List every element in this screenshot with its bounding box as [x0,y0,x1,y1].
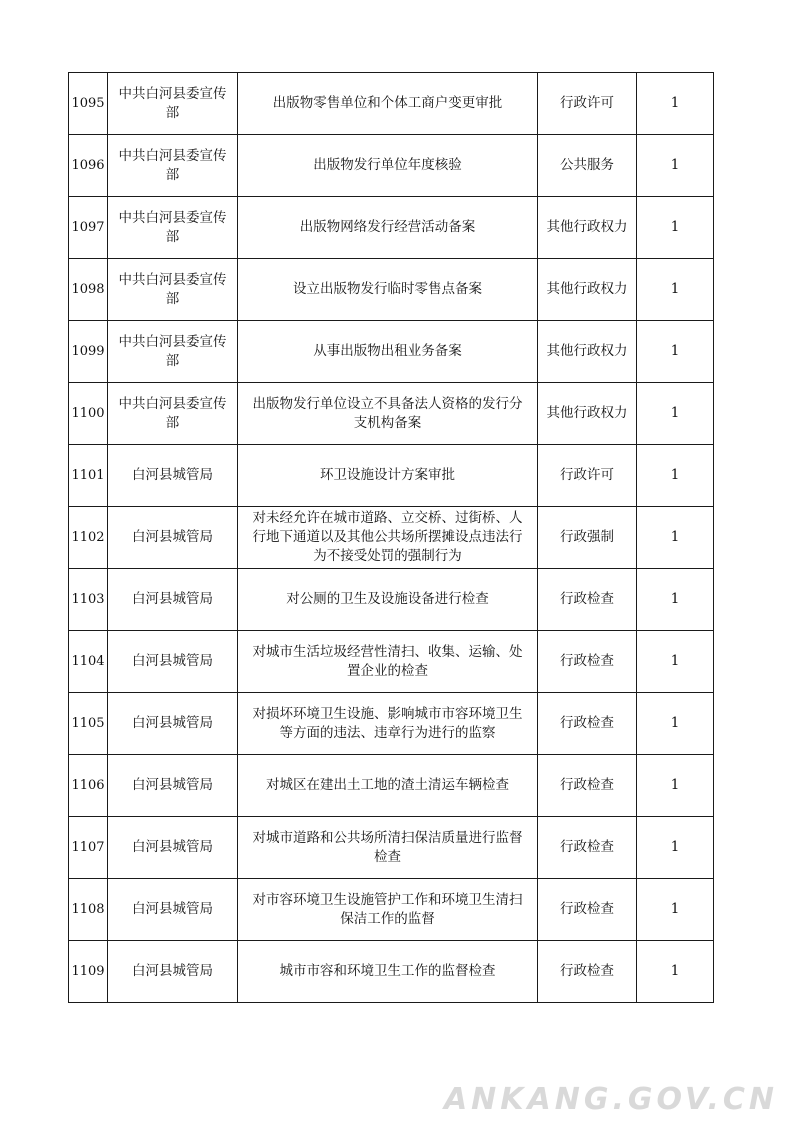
count-cell: 1 [637,259,714,321]
department-cell: 中共白河县委宣传部 [108,73,238,135]
row-number: 1097 [69,197,108,259]
item-name-cell: 出版物零售单位和个体工商户变更审批 [238,73,538,135]
power-type-cell: 其他行政权力 [538,321,637,383]
table-row [69,569,714,631]
department-cell: 中共白河县委宣传部 [108,383,238,445]
table-row [69,693,714,755]
power-type-cell: 其他行政权力 [538,197,637,259]
count-cell: 1 [637,321,714,383]
table-row [69,383,714,445]
table-row [69,941,714,1003]
row-number: 1096 [69,135,108,197]
item-name-cell: 对市容环境卫生设施管护工作和环境卫生清扫保洁工作的监督 [238,879,538,941]
item-name-cell: 环卫设施设计方案审批 [238,445,538,507]
department-cell: 中共白河县委宣传部 [108,197,238,259]
row-number: 1095 [69,73,108,135]
table-row [69,631,714,693]
table-row [69,259,714,321]
table-row [69,817,714,879]
power-type-cell: 公共服务 [538,135,637,197]
item-name-cell: 对公厕的卫生及设施设备进行检查 [238,569,538,631]
row-number: 1104 [69,631,108,693]
row-number: 1105 [69,693,108,755]
item-name-cell: 出版物网络发行经营活动备案 [238,197,538,259]
row-number: 1098 [69,259,108,321]
department-cell: 白河县城管局 [108,631,238,693]
table-row [69,879,714,941]
department-cell: 白河县城管局 [108,507,238,569]
site-watermark: ANKANG.GOV.CN [443,1082,778,1117]
row-number: 1108 [69,879,108,941]
count-cell: 1 [637,631,714,693]
item-name-cell: 对未经允许在城市道路、立交桥、过街桥、人行地下通道以及其他公共场所摆摊设点违法行为不接受处罚的强制行为 [238,507,538,569]
item-name-cell: 城市市容和环境卫生工作的监督检查 [238,941,538,1003]
power-type-cell: 行政许可 [538,73,637,135]
row-number: 1100 [69,383,108,445]
count-cell: 1 [637,879,714,941]
power-type-cell: 其他行政权力 [538,383,637,445]
power-list-table [68,72,714,1003]
power-type-cell: 其他行政权力 [538,259,637,321]
row-number: 1101 [69,445,108,507]
department-cell: 中共白河县委宣传部 [108,135,238,197]
department-cell: 中共白河县委宣传部 [108,321,238,383]
department-cell: 白河县城管局 [108,693,238,755]
department-cell: 白河县城管局 [108,755,238,817]
count-cell: 1 [637,817,714,879]
department-cell: 中共白河县委宣传部 [108,259,238,321]
power-type-cell: 行政检查 [538,631,637,693]
table-row [69,197,714,259]
count-cell: 1 [637,73,714,135]
count-cell: 1 [637,941,714,1003]
item-name-cell: 对城区在建出土工地的渣土清运车辆检查 [238,755,538,817]
table-row [69,135,714,197]
table-row [69,507,714,569]
power-type-cell: 行政检查 [538,693,637,755]
item-name-cell: 对损坏环境卫生设施、影响城市市容环境卫生等方面的违法、违章行为进行的监察 [238,693,538,755]
item-name-cell: 出版物发行单位年度核验 [238,135,538,197]
department-cell: 白河县城管局 [108,569,238,631]
item-name-cell: 对城市道路和公共场所清扫保洁质量进行监督检查 [238,817,538,879]
count-cell: 1 [637,507,714,569]
count-cell: 1 [637,693,714,755]
item-name-cell: 出版物发行单位设立不具备法人资格的发行分支机构备案 [238,383,538,445]
count-cell: 1 [637,755,714,817]
item-name-cell: 从事出版物出租业务备案 [238,321,538,383]
power-type-cell: 行政检查 [538,817,637,879]
department-cell: 白河县城管局 [108,445,238,507]
department-cell: 白河县城管局 [108,817,238,879]
row-number: 1099 [69,321,108,383]
power-type-cell: 行政检查 [538,941,637,1003]
count-cell: 1 [637,135,714,197]
count-cell: 1 [637,383,714,445]
power-type-cell: 行政检查 [538,879,637,941]
item-name-cell: 对城市生活垃圾经营性清扫、收集、运输、处置企业的检查 [238,631,538,693]
count-cell: 1 [637,569,714,631]
row-number: 1102 [69,507,108,569]
power-type-cell: 行政强制 [538,507,637,569]
table-row [69,73,714,135]
table-row [69,445,714,507]
row-number: 1109 [69,941,108,1003]
count-cell: 1 [637,197,714,259]
power-type-cell: 行政检查 [538,569,637,631]
row-number: 1106 [69,755,108,817]
department-cell: 白河县城管局 [108,941,238,1003]
table-row [69,755,714,817]
row-number: 1103 [69,569,108,631]
row-number: 1107 [69,817,108,879]
power-type-cell: 行政许可 [538,445,637,507]
count-cell: 1 [637,445,714,507]
power-type-cell: 行政检查 [538,755,637,817]
table-row [69,321,714,383]
department-cell: 白河县城管局 [108,879,238,941]
item-name-cell: 设立出版物发行临时零售点备案 [238,259,538,321]
